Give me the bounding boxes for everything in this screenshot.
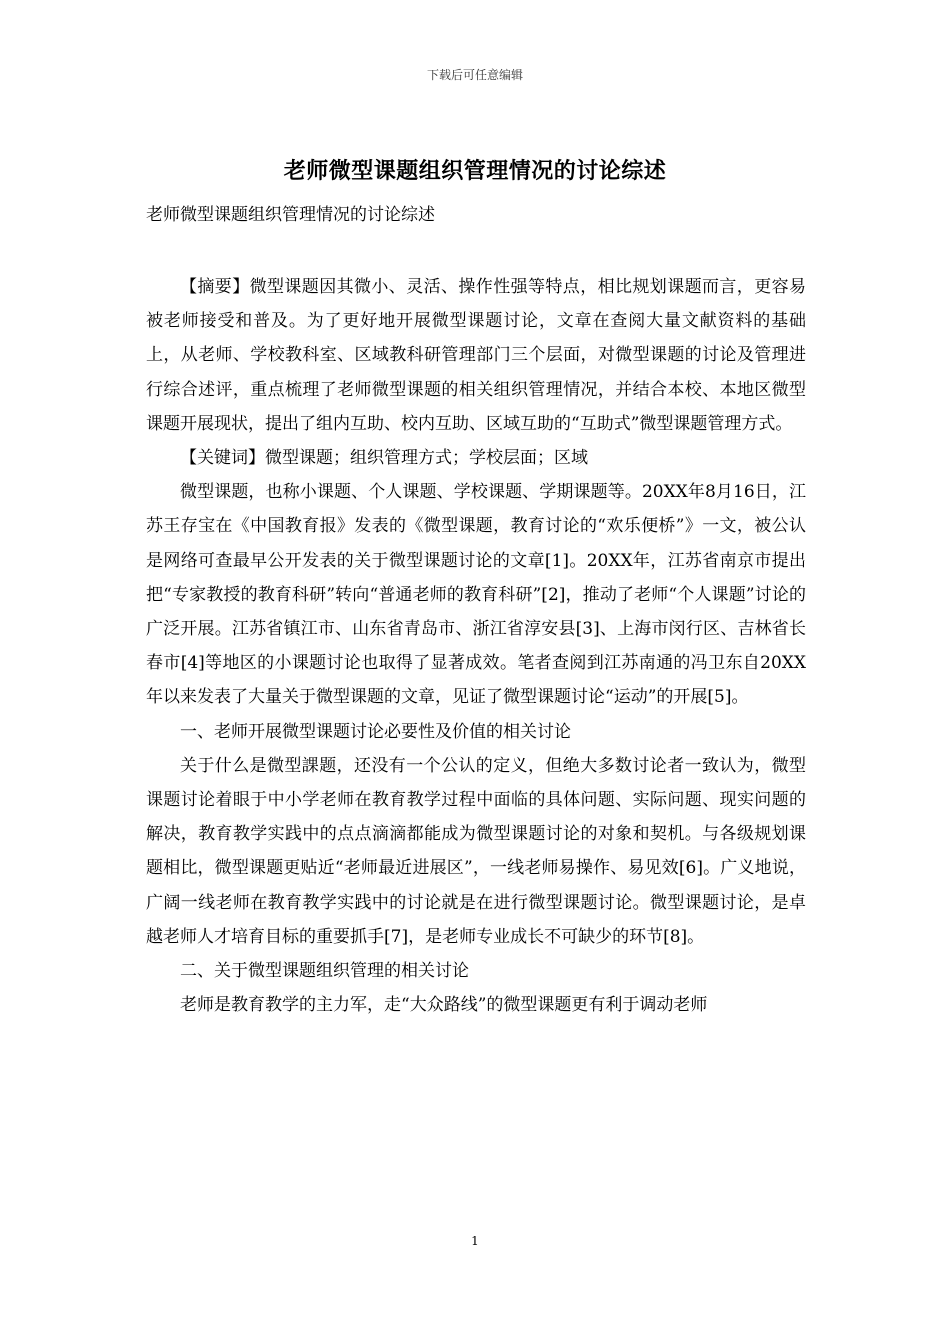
body-paragraph: 微型课题，也称小课题、个人课题、学校课题、学期课题等。20XX年8月16日，江苏王存宝在《中国教育报》发表的《微型课题，教育讨论的“欢乐便桥”》一文，被公认是网络可查最早公开发表的关于微型课题讨论的文章[1]。20XX年，江苏省南京市提出把“专家教授的教育科研”转向“普通老师的教育科研”[2]，推动了老师“个人课题”讨论的广泛开展。江苏省镇江市、山东省青岛市、浙江省淳安县[3]、上海市闵行区、吉林省长春市[4]等地区的小课题讨论也取得了显著成效。笔者查阅到江苏南通的冯卫东自20XX年以来发表了大量关于微型课题的文章，见证了微型课题讨论“运动”的开展[5]。: [146, 482, 806, 708]
abstract-paragraph: 【摘要】微型课题因其微小、灵活、操作性强等特点，相比规划课题而言，更容易被老师接受和普及。为了更好地开展微型课题讨论，文章在查阅大量文献资料的基础上，从老师、学校教科室、区域教科研管理部门三个层面，对微型课题的讨论及管理进行综合述评，重点梳理了老师微型课题的相关组织管理情况，并结合本校、本地区微型课题开展现状，提出了组内互助、校内互助、区域互助的“互助式”微型课题管理方式。: [146, 277, 806, 434]
body-paragraph: 关于什么是微型課题，还没有一个公认的定义，但绝大多数讨论者一致认为，微型课题讨论着眼于中小学老师在教育教学过程中面临的具体问题、实际问题、现实问题的解决，教育教学实践中的点点滴滴都能成为微型课题讨论的对象和契机。与各级规划课题相比，微型课题更贴近“老师最近进展区”，一线老师易操作、易见效[6]。广义地说，广阔一线老师在教育教学实践中的讨论就是在进行微型课题讨论。微型课题讨论，是卓越老师人才培育目标的重要抓手[7]，是老师专业成长不可缺少的环节[8]。: [146, 755, 806, 947]
keywords-paragraph: 【关键词】微型课题；组织管理方式；学校层面；区域: [180, 448, 588, 469]
section-heading: 一、老师开展微型课题讨论必要性及价值的相关讨论: [180, 721, 571, 742]
document-subtitle: 老师微型课题组织管理情况的讨论综述: [146, 205, 435, 225]
page-header: 下载后可任意编辑: [426, 68, 523, 82]
body-paragraph: 老师是教育教学的主力军，走“大众路线”的微型课题更有利于调动老师: [180, 995, 708, 1016]
document-title: 老师微型课题组织管理情况的讨论综述: [283, 158, 667, 184]
page-number: 1: [471, 1234, 479, 1248]
document-body: [146, 270, 806, 1022]
section-heading: 二、关于微型课题组织管理的相关讨论: [180, 961, 469, 982]
